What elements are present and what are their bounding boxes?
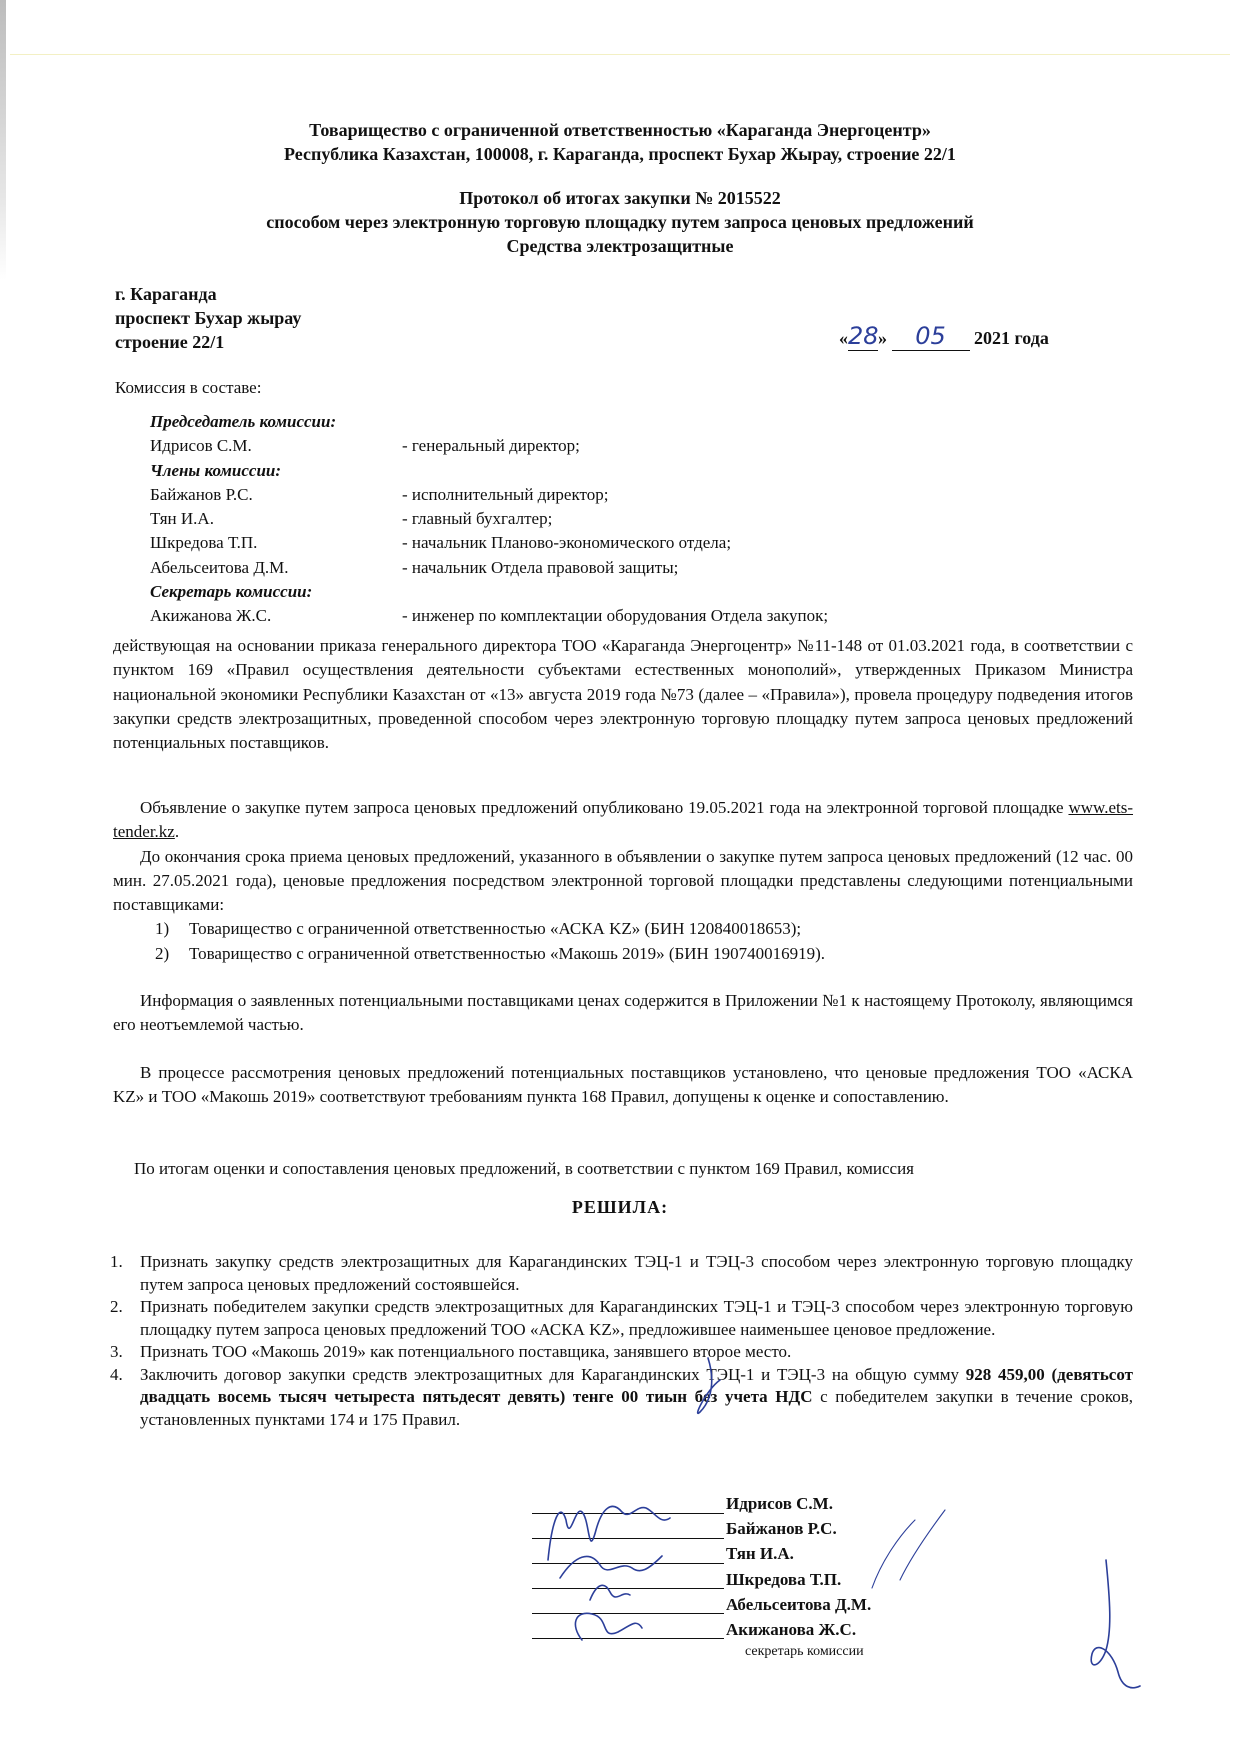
protocol-method: способом через электронную торговую площадку путем запроса ценовых предложений [266,212,974,232]
announcement-end: . [174,822,180,842]
decision-number: 2. [110,1297,123,1316]
org-address: Республика Казахстан, 100008, г. Караганда, проспект Бухар Жырау, строение 22/1 [284,144,956,164]
decision-text: Признать закупку средств электрозащитных для Карагандинских ТЭЦ-1 и ТЭЦ-3 способом через электронную торговую площадку путем запроса ценовых предложений состоявшейся. [140,1252,1133,1294]
protocol-title: Протокол об итогах закупки № 2015522 [459,188,781,208]
signature-shkredova [872,1510,945,1588]
signature-margin-mark [1091,1560,1140,1688]
commission-label: Комиссия в составе: [115,378,262,397]
deadline-paragraph: До окончания срока приема ценовых предложений, указанного в объявлении о закупке путем запроса ценовых предложений (12 час. 00 мин. 27.05.2021 года), ценовые предложения посредством электронной торговой площадки представлены следующими потенциальными поставщиками: [113,846,1133,915]
decision-number: 3. [110,1342,123,1361]
signatory-name: Байжанов Р.С. [726,1519,837,1539]
date-year: 2021 года [974,328,1049,348]
signature-akizhanova [575,1613,642,1640]
place-city: г. Караганда [115,284,217,304]
signature-abelseitova [698,1358,720,1413]
org-name: Товарищество с ограниченной ответственностью «Караганда Энергоцентр» [309,120,931,140]
member-position: - начальник Планово-экономического отдела; [402,533,732,553]
basis-paragraph: действующая на основании приказа генерального директора ТОО «Караганда Энергоцентр» №11-148 от 01.03.2021 года, в соответствии с пунктом 169 «Правил осуществления деятельности субъектами естественных монополий», утвержденных Приказом Министра национальной экономики Республики Казахстан от «13» августа 2019 года №73 (далее – «Правила»), провела процедуру подведения итогов закупки средств электрозащитных, проведенной способом через электронную торговую площадку путем запроса ценовых предложений потенциальных поставщиков. [113,636,1133,753]
decision-number: 1. [110,1252,123,1271]
member-name: Тян И.А. [150,509,214,529]
member-name: Абельсеитова Д.М. [150,557,289,577]
decision-text: Признать ТОО «Макошь 2019» как потенциального поставщика, занявшего второе место. [140,1342,792,1361]
signature-idrisov [548,1506,670,1560]
member-name: Байжанов Р.С. [150,484,253,504]
supplier-text: Товарищество с ограниченной ответственностью «Макошь 2019» (БИН 190740016919). [189,943,825,963]
commission-role-chair: Председатель комиссии: [150,412,337,431]
place-street: проспект Бухар жырау [115,308,302,328]
decided-heading: РЕШИЛА: [571,1197,669,1217]
date-month: 05 [892,322,970,351]
signatory-name: Акижанова Ж.С. [726,1620,857,1640]
decision-text-end: с победителем закупки в течение сроков, установленных пунктами 174 и 175 Правил. [140,1387,1134,1429]
secretary-note: секретарь комиссии [745,1644,864,1660]
review-paragraph: В процессе рассмотрения ценовых предложений потенциальных поставщиков установлено, что ценовые предложения ТОО «АСКА KZ» и ТОО «Макошь 2019» соответствуют требованиям пункта 168 Правил, допущены к оценке и сопоставлению. [113,1063,1133,1107]
commission-role-members: Члены комиссии: [150,460,282,480]
supplier-number: 1) [155,919,170,939]
date-open-quote: « [839,328,848,348]
date-close-quote: » [878,328,887,348]
member-name: Акижанова Ж.С. [150,606,272,626]
place-building: строение 22/1 [115,332,225,352]
date-day: 28 [848,322,879,350]
decision-text: Признать победителем закупки средств электрозащитных для Карагандинских ТЭЦ-1 и ТЭЦ-3 способом через электронную торговую площадку путем запроса ценовых предложений ТОО «АСКА KZ», предложившее наименьшее ценовое предложение. [140,1297,1133,1339]
member-position: - исполнительный директор; [402,484,609,504]
member-position: - начальник Отдела правовой защиты; [402,557,679,577]
info-paragraph: Информация о заявленных потенциальными поставщиками ценах содержится в Приложении №1 к настоящему Протоколу, являющимся его неотъемлемой частью. [113,991,1133,1035]
member-position: - главный бухгалтер; [402,509,553,529]
signature-tyan [590,1585,630,1600]
supplier-text: Товарищество с ограниченной ответственностью «АСКА KZ» (БИН 120840018653); [189,919,802,939]
contract-amount: 928 459,00 (девятьсот двадцать восемь тысяч четыреста пятьдесят девять) тенге 00 тиын без учета НДС [140,1364,1133,1406]
signatory-name: Идрисов С.М. [726,1494,833,1513]
signatory-name: Абельсеитова Д.М. [726,1594,872,1614]
member-position: - инженер по комплектации оборудования Отдела закупок; [402,606,829,626]
signature-baizhanov [560,1556,662,1578]
ets-tender-link[interactable]: www.ets-tender.kz [113,798,1133,842]
member-position: - генеральный директор; [402,436,580,456]
protocol-subject: Средства электрозащитные [506,236,734,256]
member-name: Идрисов С.М. [150,436,252,456]
signatory-name: Тян И.А. [726,1544,794,1564]
decision-number: 4. [110,1364,123,1384]
decision-text-start: Заключить договор закупки средств электрозащитных для Карагандинских ТЭЦ-1 и ТЭЦ-3 на общую сумму [140,1364,966,1384]
signatory-name: Шкредова Т.П. [726,1569,842,1589]
supplier-number: 2) [155,943,170,963]
evaluation-paragraph: По итогам оценки и сопоставления ценовых предложений, в соответствии с пунктом 169 Правил, комиссия [134,1159,914,1178]
announcement-text: Объявление о закупке путем запроса ценовых предложений опубликовано 19.05.2021 года на электронной торговой площадке [140,798,1069,817]
commission-role-secretary: Секретарь комиссии: [150,582,313,602]
member-name: Шкредова Т.П. [150,533,258,553]
